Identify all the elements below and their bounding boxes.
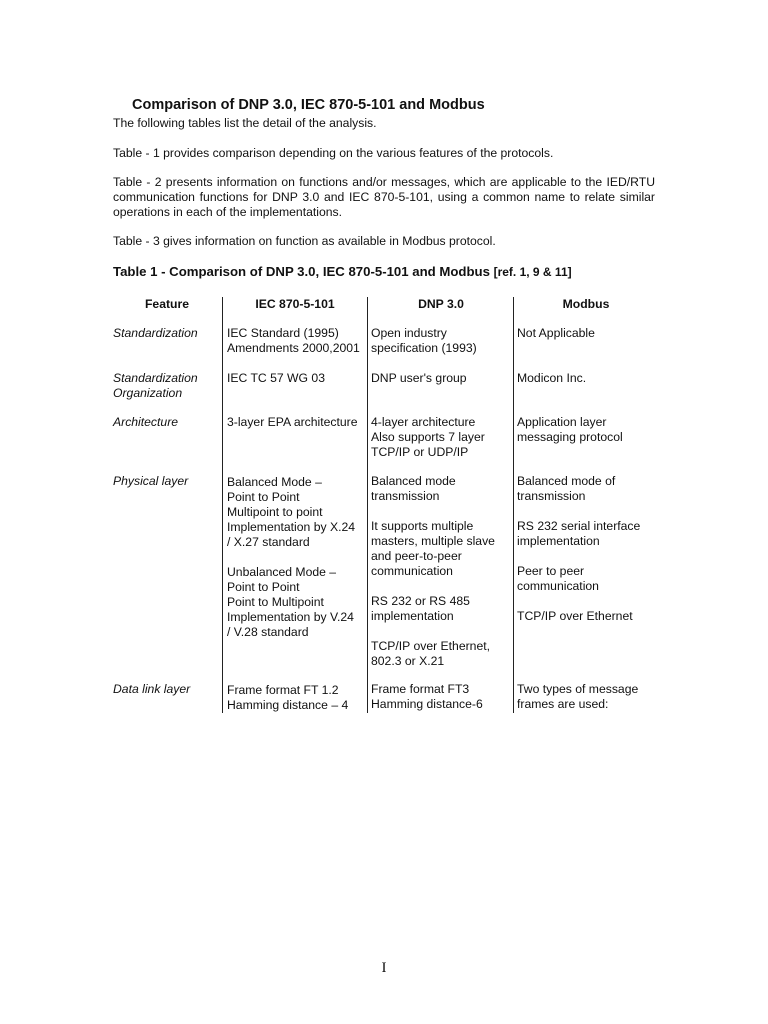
header-modbus: Modbus [562, 297, 610, 311]
table1-description: Table - 1 provides comparison depending on the various features of the protocols. [113, 146, 554, 160]
header-iec: IEC 870-5-101 [255, 297, 335, 311]
feature-cell: Standardization Organization [113, 371, 198, 400]
table3-description: Table - 3 gives information on function as available in Modbus protocol. [113, 234, 496, 248]
iec-cell: 3-layer EPA architecture [227, 415, 358, 429]
intro-paragraph: The following tables list the detail of the analysis. [113, 116, 377, 130]
dnp-cell: Frame format FT3 Hamming distance-6 [371, 682, 483, 711]
header-feature: Feature [144, 297, 190, 311]
column-divider [222, 297, 223, 713]
table2-description: Table - 2 presents information on functions and/or messages, which are applicable to the IED/RTU communication functions for DNP 3.0 and IEC 870-5-101, using a common name to relate similar operations in each of the implementations. [113, 175, 655, 219]
dnp-cell: Balanced mode transmission It supports multiple masters, multiple slave and peer-to-peer communication RS 232 or RS 485 implementation TCP/IP over Ethernet, 802.3 or X.21 [371, 474, 495, 668]
document-title: Comparison of DNP 3.0, IEC 870-5-101 and Modbus [132, 97, 485, 113]
iec-cell: Frame format FT 1.2 Hamming distance – 4 [227, 683, 349, 712]
feature-cell: Physical layer [113, 474, 189, 488]
feature-cell: Architecture [113, 415, 179, 429]
dnp-cell: DNP user's group [371, 371, 467, 385]
iec-cell: IEC Standard (1995) Amendments 2000,2001 [227, 326, 360, 355]
table-reference: [ref. 1, 9 & 11] [493, 265, 572, 279]
table-heading [113, 264, 572, 279]
modbus-cell: Modicon Inc. [517, 371, 587, 385]
table-title: Table 1 - Comparison of DNP 3.0, IEC 870-5-101 and Modbus [113, 264, 490, 279]
dnp-cell: Open industry specification (1993) [371, 326, 477, 355]
feature-cell: Data link layer [113, 682, 191, 696]
column-divider [367, 297, 368, 713]
modbus-cell: Two types of message frames are used: [517, 682, 639, 711]
feature-cell: Standardization [113, 326, 198, 340]
iec-cell: Balanced Mode – Point to Point Multipoint to point Implementation by X.24 / X.27 standard Unbalanced Mode – Point to Point Point to Multipoint Implementation by V.24 / V.28 standard [227, 475, 356, 639]
page-number: I [381, 960, 387, 976]
column-divider [513, 297, 514, 713]
header-dnp: DNP 3.0 [418, 297, 464, 311]
modbus-cell: Application layer messaging protocol [517, 415, 623, 444]
iec-cell: IEC TC 57 WG 03 [227, 371, 325, 385]
dnp-cell: 4-layer architecture Also supports 7 layer TCP/IP or UDP/IP [371, 415, 485, 459]
modbus-cell: Not Applicable [517, 326, 595, 340]
modbus-cell: Balanced mode of transmission RS 232 serial interface implementation Peer to peer communication TCP/IP over Ethernet [517, 474, 641, 623]
